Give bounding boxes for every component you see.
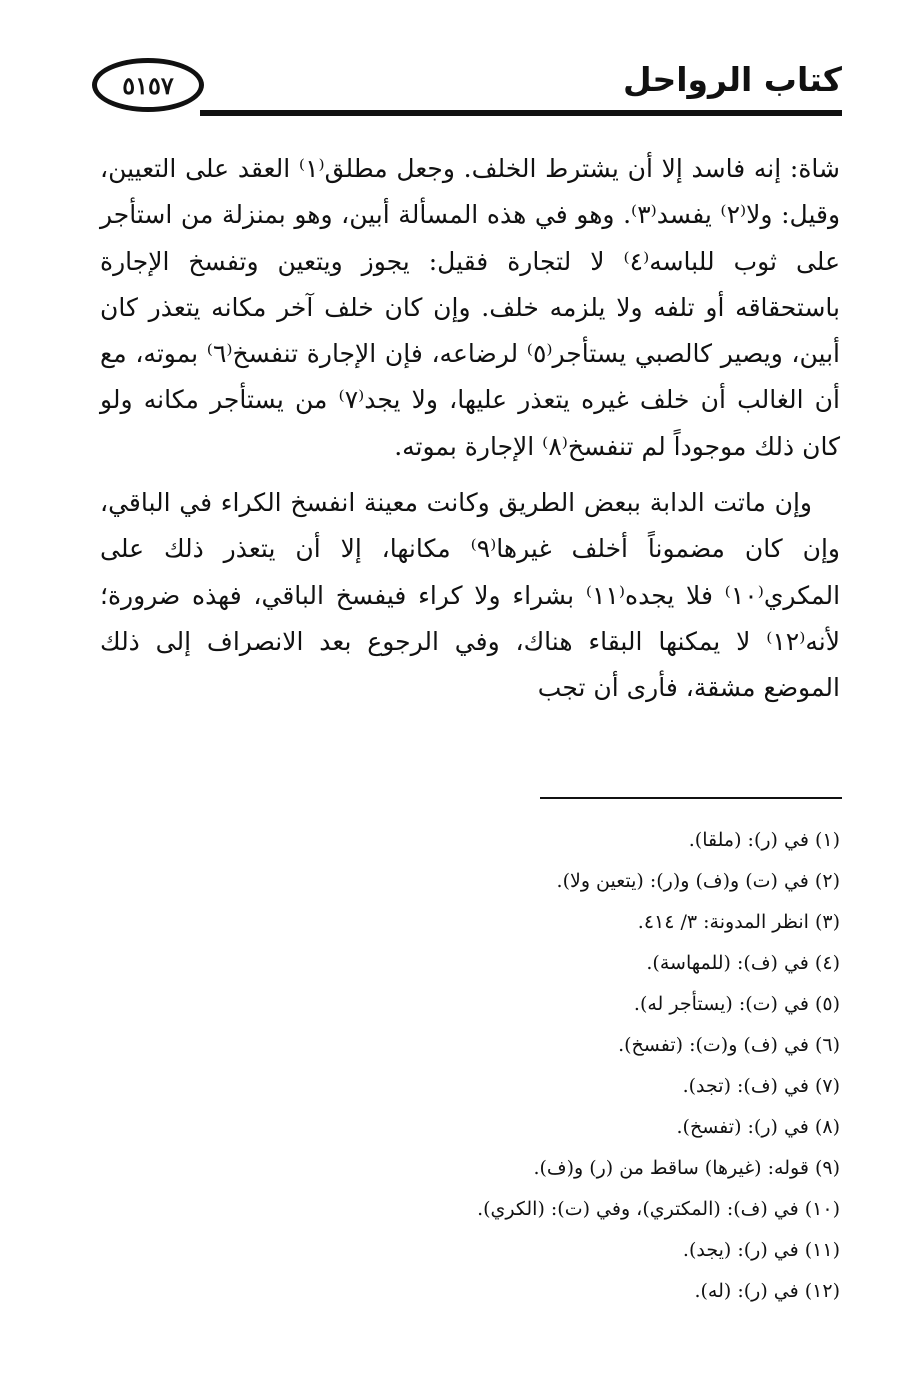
footnote: (٥) في (ت): (يستأجر له). — [633, 993, 840, 1015]
footnote: (٦) في (ف) و(ت): (تفسخ). — [618, 1034, 840, 1056]
page-header — [92, 58, 842, 122]
footnote-separator — [540, 797, 842, 799]
footnote: (٨) في (ر): (تفسخ). — [676, 1116, 840, 1138]
paragraph: شاة: إنه فاسد إلا أن يشترط الخلف. وجعل مطلق⁽١⁾ العقد على التعيين، وقيل: ولا⁽٢⁾ يفسد⁽٣⁾. وهو في هذه المسألة أبين، وهو بمنزلة من استأجر على ثوب للباسه⁽٤⁾ لا لتجارة فقيل: يجوز ويتعين وتفسخ الإجارة باستحقاقه أو تلفه ولا يلزمه خلف. وإن كان خلف آخر مكانه يتعذر كان أبين، ويصير كالصبي يستأجر⁽٥⁾ لرضاعه، فإن الإجارة تنفسخ⁽٦⁾ بموته، مع أن الغالب أن خلف غيره يتعذر عليها، ولا يجد⁽٧⁾ من يستأجر مكانه ولو كان ذلك موجوداً لم تنفسخ⁽٨⁾ الإجارة بموته. — [100, 154, 841, 461]
main-text — [100, 146, 840, 712]
header-rule — [200, 110, 842, 116]
footnotes — [120, 820, 840, 1312]
footnote: (٤) في (ف): (للمهاسة). — [646, 952, 840, 974]
page-number: ٥١٥٧ — [122, 70, 174, 100]
footnote: (١) في (ر): (ملقا). — [688, 829, 840, 851]
footnote: (٣) انظر المدونة: ٣/ ٤١٤. — [637, 911, 840, 933]
footnote: (١٢) في (ر): (له). — [694, 1280, 840, 1302]
book-title: كتاب الرواحل — [623, 60, 842, 99]
footnote: (٧) في (ف): (تجد). — [682, 1075, 840, 1097]
paragraph: وإن ماتت الدابة ببعض الطريق وكانت معينة انفسخ الكراء في الباقي، وإن كان مضموناً أخلف غيرها⁽٩⁾ مكانها، إلا أن يتعذر ذلك على المكري⁽١٠⁾ فلا يجده⁽١١⁾ بشراء ولا كراء فيفسخ الباقي، فهذه ضرورة؛ لأنه⁽١٢⁾ لا يمكنها البقاء هناك، وفي الرجوع بعد الانصراف إلى ذلك الموضع مشقة، فأرى أن تجب — [100, 488, 841, 703]
footnote: (١١) في (ر): (يجد). — [682, 1239, 840, 1261]
page-number-badge — [92, 58, 204, 112]
footnote: (١٠) في (ف): (المكتري)، وفي (ت): (الكري). — [477, 1198, 840, 1220]
footnote: (٩) قوله: (غيرها) ساقط من (ر) و(ف). — [533, 1157, 840, 1179]
footnote: (٢) في (ت) و(ف) و(ر): (يتعين ولا). — [556, 870, 840, 892]
